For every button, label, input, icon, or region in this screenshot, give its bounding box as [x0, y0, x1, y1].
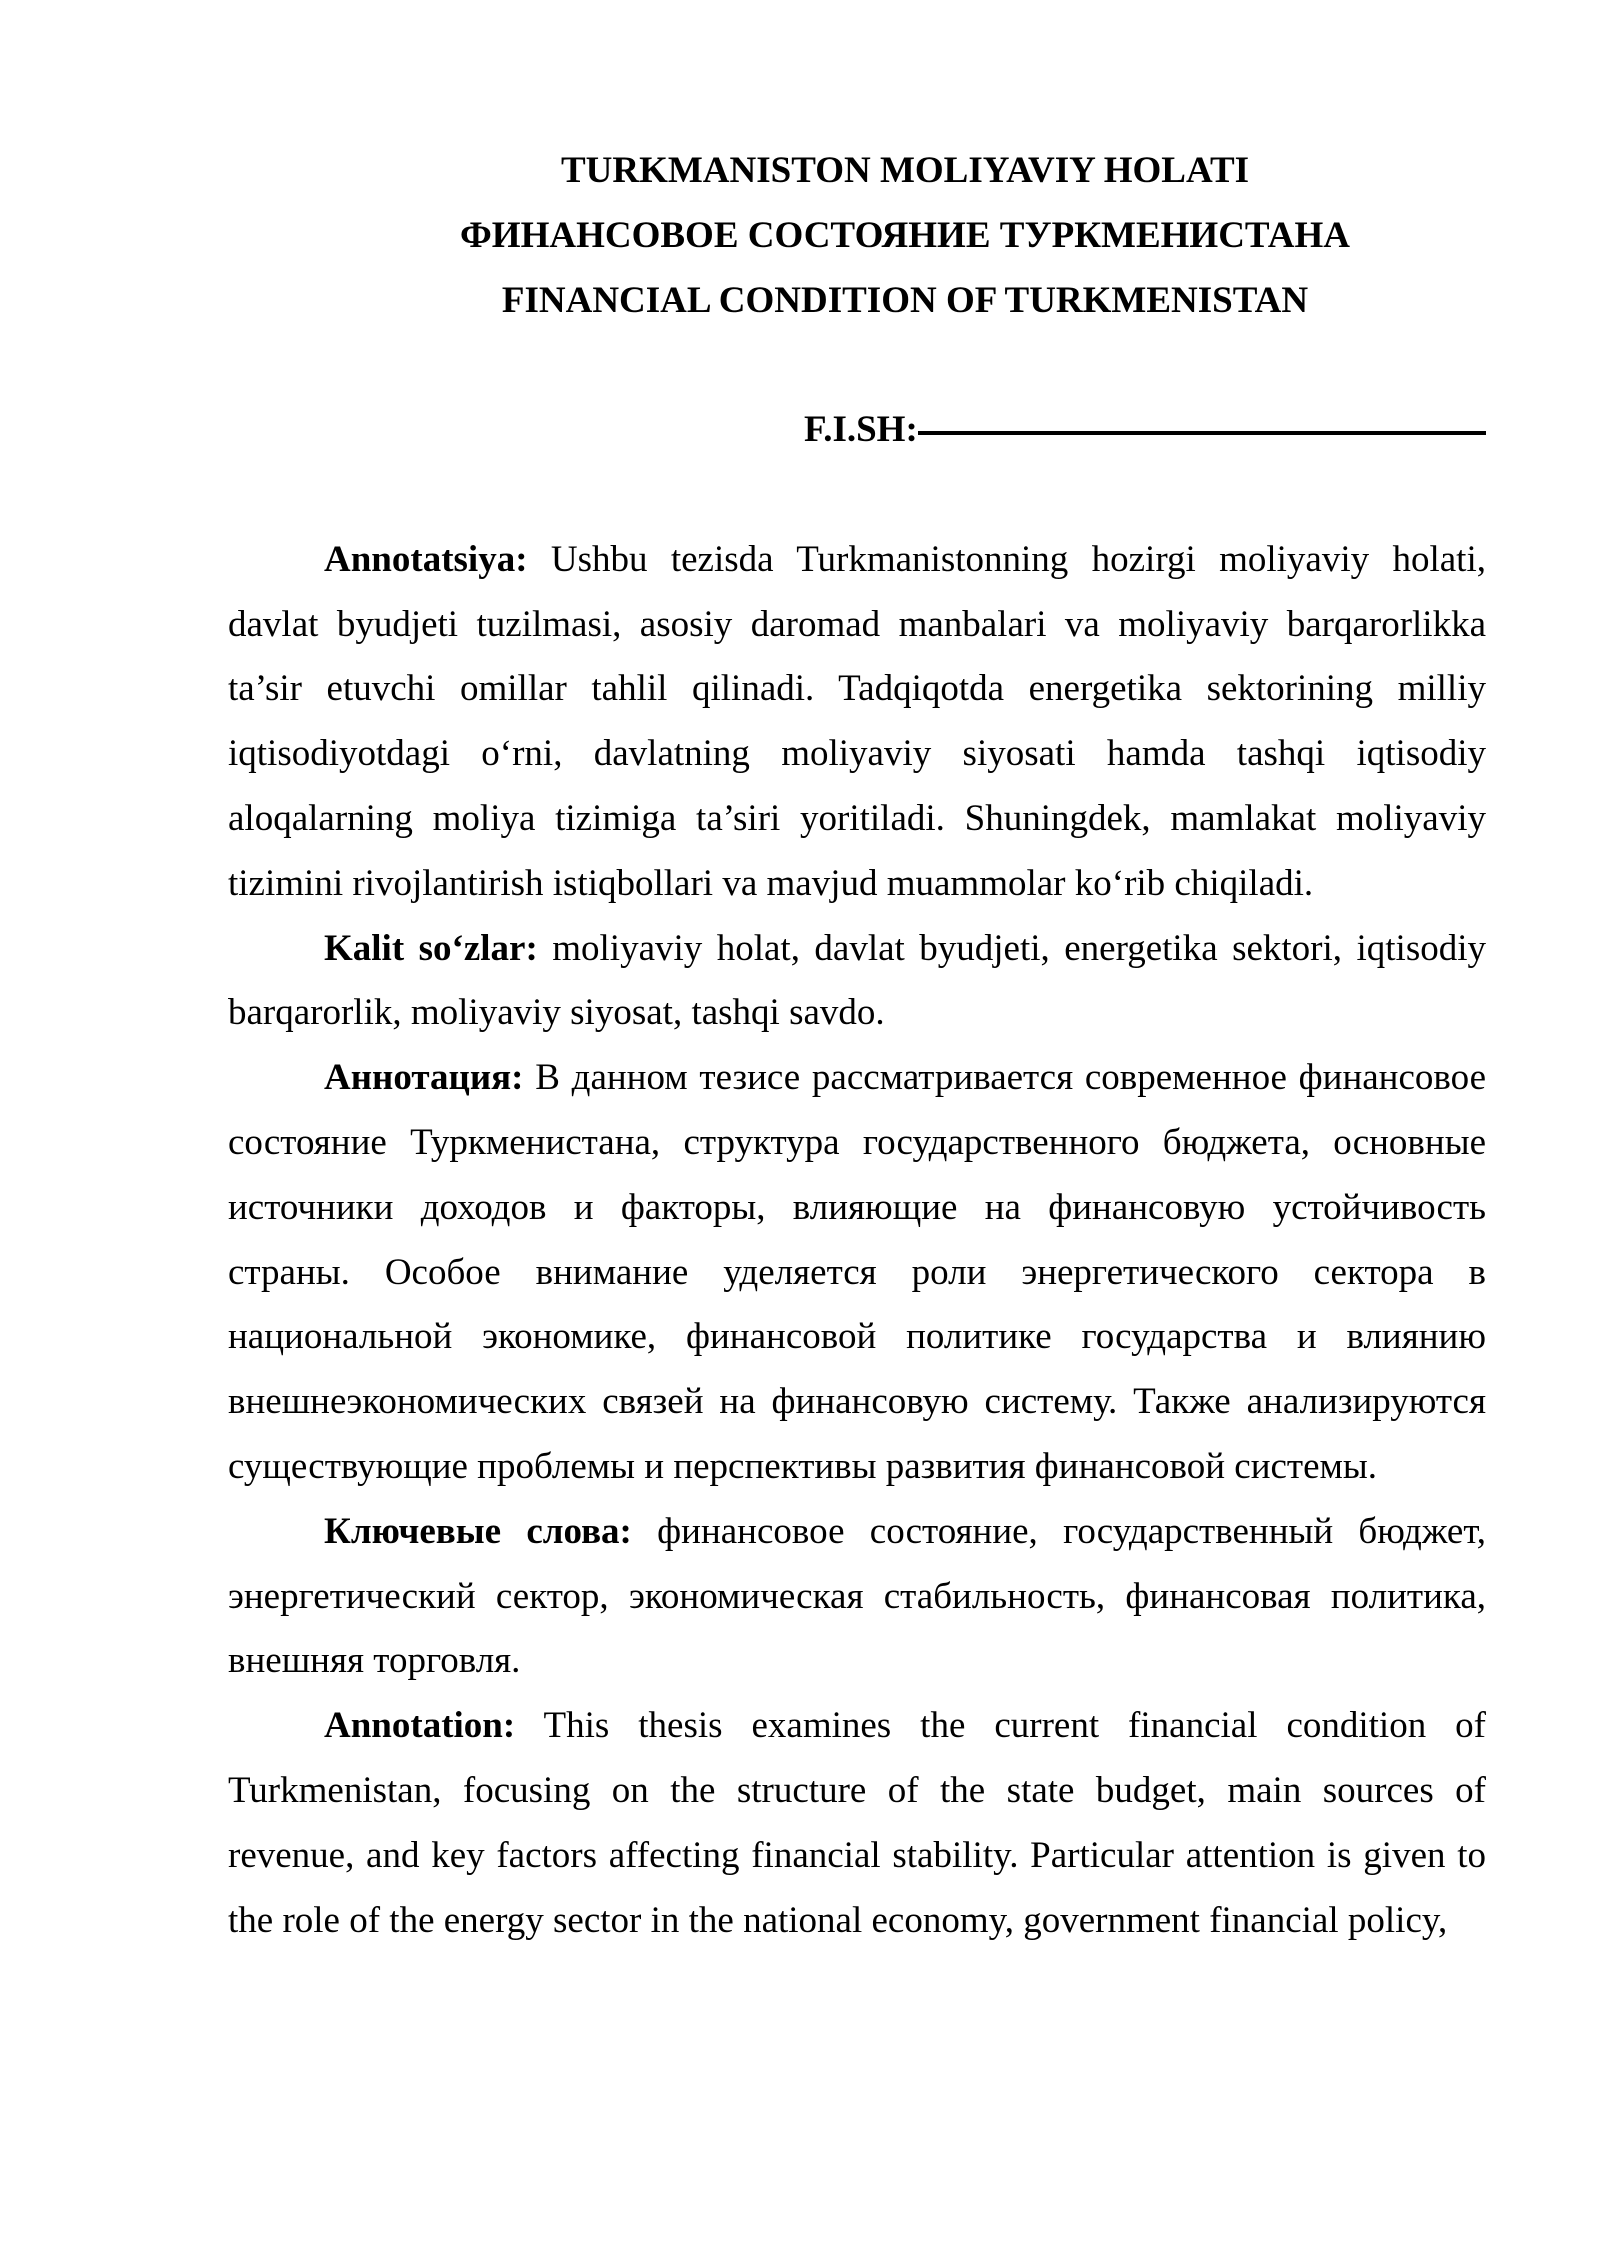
fish-blank-underline — [918, 431, 1486, 435]
fish-label: F.I.SH: — [804, 409, 918, 451]
blank-line — [228, 333, 1486, 398]
paragraph-kalit-sozlar — [228, 917, 1486, 1047]
paragraph-body: В данном тезисе рассматривается современное финансовое состояние Туркменистана, структура государственного бюджета, основные источники доходов и факторы, влияющие на финансовую устойчивость страны. Особое внимание уделяется роли энергетического сектора в национальной экономике, финансовой политике государства и влиянию внешнеэкономических связей на финансовую систему. Также анализируются существующие проблемы и перспективы развития финансовой системы. — [228, 1057, 1486, 1487]
title-uzbek: TURKMANISTON MOLIYAVIY HOLATI — [560, 150, 1250, 191]
paragraph-annotaciya-ru — [228, 1046, 1486, 1500]
paragraph-annotatsiya — [228, 528, 1486, 917]
paragraph-lead: Kalit so‘zlar: — [324, 927, 538, 969]
title-russian: ФИНАНСОВОЕ СОСТОЯНИЕ ТУРКМЕНИСТАНА — [460, 214, 1350, 256]
paragraph-lead: Ключевые слова: — [324, 1510, 632, 1552]
paragraph-body: финансовое состояние, государственный бюджет, энергетический сектор, экономическая стабильность, финансовая политика, внешняя торговля. — [228, 1510, 1486, 1682]
paragraph-body: This thesis examines the current financial condition of Turkmenistan, focusing on the structure of the state budget, main sources of revenue, and key factors affecting financial stability. Particular attention is given to the role of the energy sector in the national economy, government financial policy, — [228, 1705, 1486, 1941]
title-english: FINANCIAL CONDITION OF TURKMENISTAN — [501, 279, 1309, 321]
paragraph-lead: Annotation: — [324, 1705, 516, 1747]
paragraph-lead: Annotatsiya: — [324, 538, 528, 580]
paragraph-body: moliyaviy holat, davlat byudjeti, energetika sektori, iqtisodiy barqarorlik, moliyaviy siyosat, tashqi savdo. — [228, 927, 1487, 1034]
paragraph-lead: Аннотация: — [324, 1057, 524, 1099]
paragraph-klyuchevye-slova — [228, 1500, 1486, 1694]
paragraph-annotation-en — [228, 1694, 1486, 1953]
blank-line — [228, 463, 1486, 528]
paragraph-body: Ushbu tezisda Turkmanistonning hozirgi moliyaviy holati, davlat byudjeti tuzilmasi, asosiy daromad manbalari va moliyaviy barqarorlikka ta’sir etuvchi omillar tahlil qilinadi. Tadqiqotda energetika sektorining milliy iqtisodiyotdagi o‘rni, davlatning moliyaviy siyosati hamda tashqi iqtisodiy aloqalarning moliya tizimiga ta’siri yoritiladi. Shuningdek, mamlakat moliyaviy tizimini rivojlantirish istiqbollari va mavjud muammolar ko‘rib chiqiladi. — [228, 538, 1486, 904]
author-name-line — [228, 398, 1486, 463]
body-text — [228, 528, 1486, 1954]
page-content — [228, 139, 1486, 1953]
title-block — [228, 139, 1486, 333]
